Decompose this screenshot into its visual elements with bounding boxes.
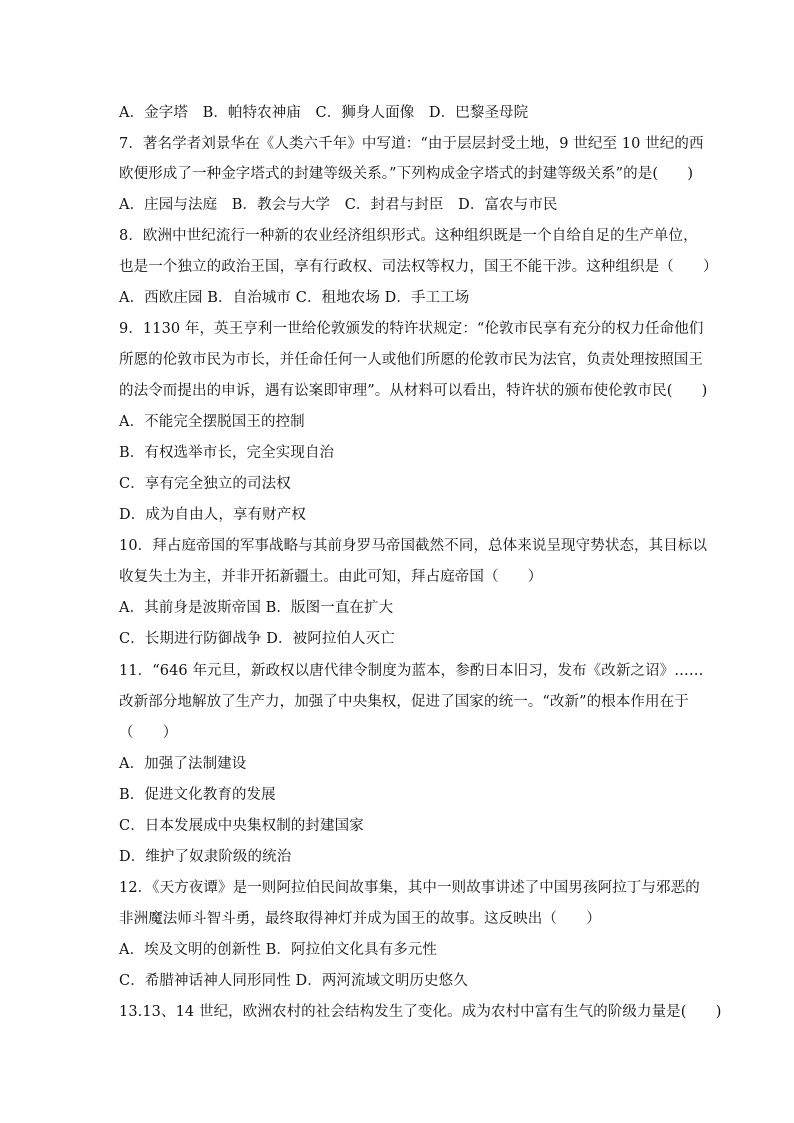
q8-options: A．西欧庄园 B．自治城市 C．租地农场 D．手工工场 — [119, 290, 470, 306]
q9-stem-line-1: 9．1130 年，英王亨利一世给伦敦颁发的特许状规定：“伦敦市民享有充分的权力任命他们 — [119, 321, 704, 337]
q12-options-ab: A．埃及文明的创新性 B．阿拉伯文化具有多元性 — [119, 942, 438, 958]
q8-stem-line-2: 也是一个独立的政治王国，享有行政权、司法权等权力，国王不能干涉。这种组织是（ ） — [119, 259, 718, 275]
q11-option-d: D．维护了奴隶阶级的统治 — [119, 849, 292, 865]
q10-options-cd: C．长期进行防御战争 D．被阿拉伯人灭亡 — [119, 631, 395, 647]
q9-stem-line-3: 的法令而提出的申诉，遇有讼案即审理”。从材料可以看出，特许状的颁布使伦敦市民( ) — [119, 383, 708, 399]
q12-stem-line-1: 12．《天方夜谭》是一则阿拉伯民间故事集，其中一则故事讲述了中国男孩阿拉丁与邪恶的 — [119, 880, 700, 896]
q12-stem-line-2: 非洲魔法师斗智斗勇，最终取得神灯并成为国王的故事。这反映出（ ） — [119, 911, 601, 927]
q7-stem-line-1: 7．著名学者刘景华在《人类六千年》中写道：“由于层层封受土地，9 世纪至 10 世纪的西 — [119, 136, 704, 152]
q10-options-ab: A．其前身是波斯帝国 B．版图一直在扩大 — [119, 600, 394, 616]
q11-stem-line-2: 改新部分地解放了生产力，加强了中央集权，促进了国家的统一。“改新”的根本作用在于 — [119, 694, 689, 710]
q11-option-b: B．促进文化教育的发展 — [119, 787, 276, 803]
q8-stem-line-1: 8．欧洲中世纪流行一种新的农业经济组织形式。这种组织既是一个自给自足的生产单位， — [119, 228, 698, 244]
q6-options: A．金字塔 B．帕特农神庙 C．狮身人面像 D．巴黎圣母院 — [119, 105, 529, 121]
q11-stem-line-3: （ ） — [119, 725, 178, 741]
q9-stem-line-2: 所愿的伦敦市民为市长，并任命任何一人或他们所愿的伦敦市民为法官，负责处理按照国王 — [119, 352, 703, 368]
q9-option-d: D．成为自由人，享有财产权 — [119, 507, 306, 523]
q7-options: A．庄园与法庭 B．教会与大学 C．封君与封臣 D．富农与市民 — [119, 197, 558, 213]
q9-option-b: B．有权选举市长，完全实现自治 — [119, 445, 335, 461]
q13-stem-line-1: 13.13、14 世纪，欧洲农村的社会结构发生了变化。成为农村中富有生气的阶级力量是( ) — [119, 1004, 722, 1020]
q11-option-c: C．日本发展成中央集权制的封建国家 — [119, 818, 364, 834]
q10-stem-line-2: 收复失土为主，并非开拓新疆土。由此可知，拜占庭帝国（ ） — [119, 569, 543, 585]
q11-stem-line-1: 11．“646 年元旦，新政权以唐代律令制度为蓝本，参酌日本旧习，发布《改新之诏》…… — [119, 663, 704, 679]
q9-option-c: C．享有完全独立的司法权 — [119, 476, 291, 492]
q12-options-cd: C．希腊神话神人同形同性 D．两河流域文明历史悠久 — [119, 973, 468, 989]
q7-stem-line-2: 欧便形成了一种金字塔式的封建等级关系。”下列构成金字塔式的封建等级关系”的是( ) — [119, 166, 694, 182]
q9-option-a: A．不能完全摆脱国王的控制 — [119, 414, 305, 430]
q11-option-a: A．加强了法制建设 — [119, 756, 247, 772]
q10-stem-line-1: 10．拜占庭帝国的军事战略与其前身罗马帝国截然不同，总体来说呈现守势状态，其目标以 — [119, 538, 708, 554]
